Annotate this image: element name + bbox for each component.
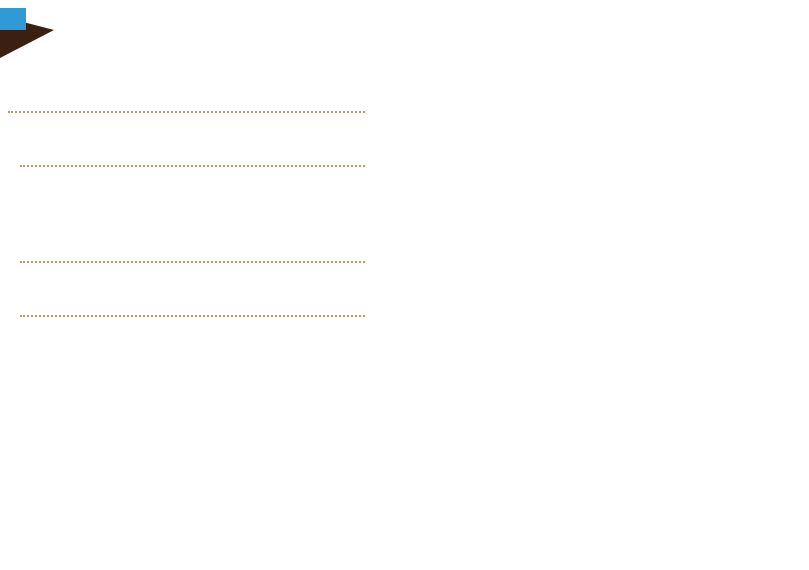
dotted-divider [8,111,365,113]
left-page [0,0,402,570]
morning-header [0,8,26,30]
dotted-divider [20,261,365,263]
dotted-divider [20,165,365,167]
dotted-divider [20,315,365,317]
